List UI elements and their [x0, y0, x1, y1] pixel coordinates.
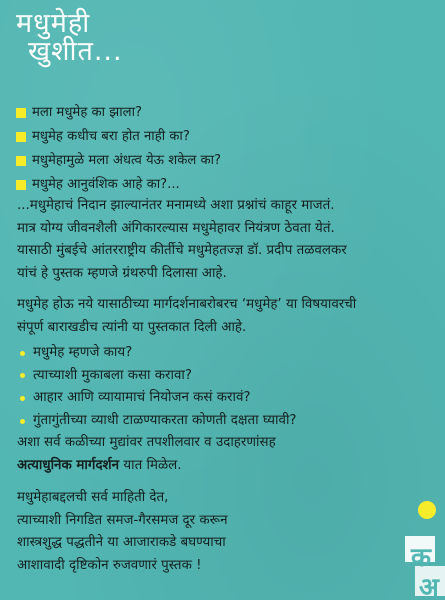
- question-text: मधुमेहामुळे मला अंधत्व येऊ शकेल का?: [32, 153, 222, 168]
- closing-line: मधुमेहाबद्दलची सर्व माहिती देत,: [17, 490, 169, 505]
- question-item: [16, 128, 221, 145]
- decorative-letters: [405, 490, 445, 600]
- question-item: [16, 104, 221, 121]
- yellow-square-bullet-icon: [16, 180, 26, 190]
- closing-line: आशावादी दृष्टिकोन रुजवणारं पुस्तक !: [17, 557, 202, 573]
- intro-line: यांचं हे पुस्तक म्हणजे ग्रंथरुपी दिलासा आहे.: [17, 265, 227, 281]
- yellow-square-bullet-icon: [16, 132, 26, 142]
- question-list: [16, 104, 221, 200]
- topic-item: [20, 387, 297, 410]
- coverage-line: संपूर्ण बाराखडीच त्यांनी या पुस्तकात दिली आहे.: [17, 319, 247, 335]
- guidance-highlight: अत्याधुनिक मार्गदर्शन: [17, 457, 120, 473]
- topic-item: [20, 365, 297, 388]
- book-title: [16, 10, 123, 67]
- guidance-paragraph: [17, 432, 432, 477]
- intro-line: मात्र योग्य जीवनशैली अंगिकारल्यास मधुमेहावर नियंत्रण ठेवता येतं.: [17, 220, 335, 236]
- yellow-circle-shape: [418, 501, 436, 519]
- closing-line: शास्त्रशुद्ध पद्धतीने या आजाराकडे बघण्याचा: [17, 535, 226, 551]
- yellow-dot-bullet-icon: [20, 351, 25, 356]
- guidance-rest: यात मिळेल.: [119, 457, 182, 473]
- yellow-dot-bullet-icon: [20, 419, 25, 424]
- topic-text: त्याच्याशी मुकाबला कसा करावा?: [33, 367, 193, 383]
- question-item: [16, 152, 221, 169]
- question-item: [16, 176, 221, 193]
- decor-letter: अ: [419, 573, 439, 600]
- yellow-square-bullet-icon: [16, 108, 26, 118]
- intro-line: ...मधुमेहाचं निदान झाल्यानंतर मनामध्ये अशा प्रश्नांचं काहूर माजतं.: [17, 198, 335, 213]
- topic-text: गुंतागुंतीच्या व्याधी टाळण्याकरता कोणती दक्षता घ्यावी?: [33, 412, 297, 428]
- yellow-square-bullet-icon: [16, 156, 26, 166]
- intro-line: यासाठी मुंबईचे आंतरराष्ट्रीय कीर्तीचे मधुमेहतज्ज्ञ डॉ. प्रदीप तळवलकर: [17, 243, 347, 259]
- intro-paragraph: [17, 195, 432, 285]
- guidance-line: अशा सर्व कळीच्या मुद्यांवर तपशीलवार व उदाहरणांसह: [17, 435, 276, 450]
- question-text: मधुमेह कधीच बरा होत नाही का?: [32, 129, 190, 144]
- yellow-dot-bullet-icon: [20, 373, 25, 378]
- closing-line: त्याच्याशी निगडित समज-गैरसमज दूर करून: [17, 512, 228, 528]
- topic-item: [20, 410, 297, 433]
- topic-item: [20, 342, 297, 365]
- topic-list: [20, 342, 297, 432]
- topic-text: आहार आणि व्यायामाचं नियोजन कसं करावं?: [33, 390, 251, 406]
- closing-paragraph: [17, 487, 432, 577]
- coverage-line: मधुमेह होऊ नये यासाठीच्या मार्गदर्शनाबरोबरच ‘मधुमेह’ या विषयावरची: [17, 297, 357, 312]
- title-line-1: मधुमेही: [16, 8, 91, 39]
- question-text: मधुमेह आनुवंशिक आहे का?...: [32, 177, 180, 192]
- yellow-dot-bullet-icon: [20, 396, 25, 401]
- title-line-2: खुशीत...: [28, 36, 123, 68]
- question-text: मला मधुमेह का झाला?: [32, 105, 142, 120]
- coverage-paragraph: [17, 294, 432, 339]
- topic-text: मधुमेह म्हणजे काय?: [33, 345, 133, 360]
- decor-letter: क: [411, 543, 431, 573]
